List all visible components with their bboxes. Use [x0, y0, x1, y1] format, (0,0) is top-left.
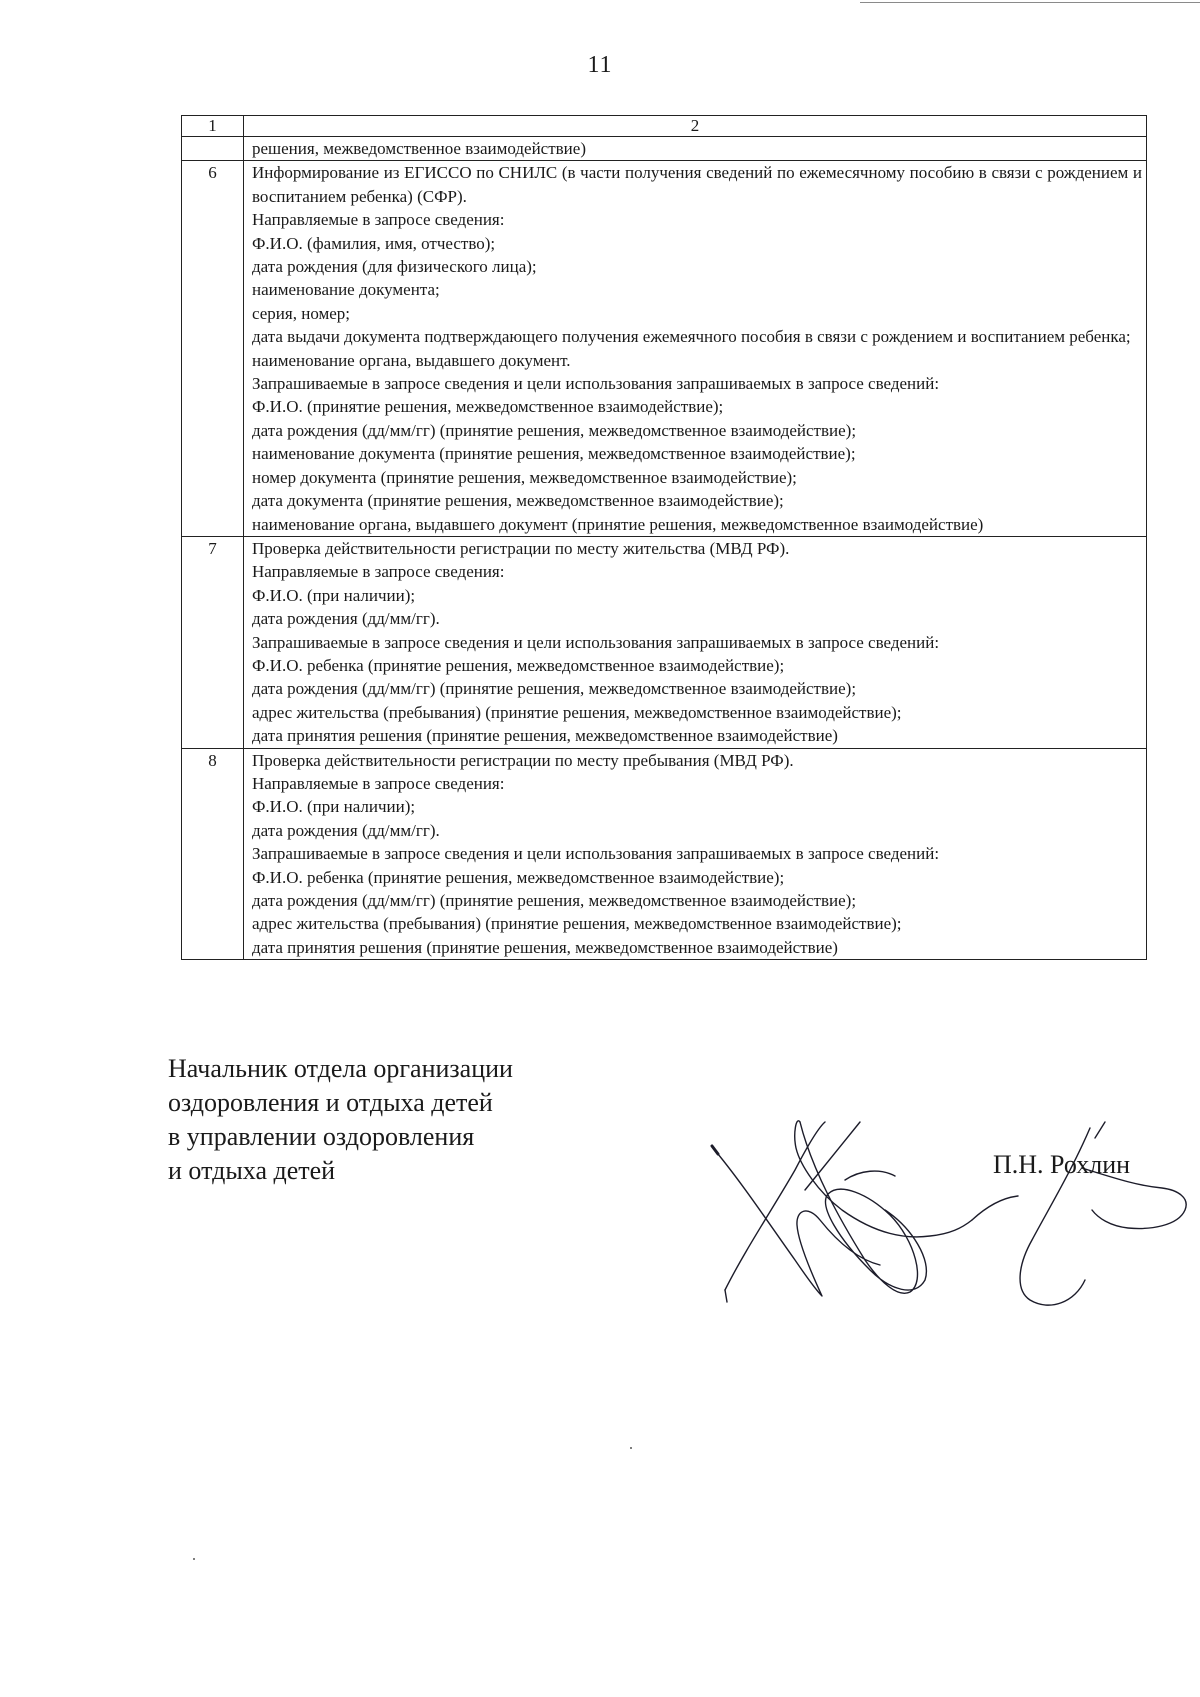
row-text-line: Запрашиваемые в запросе сведения и цели использования запрашиваемых в запросе сведений:: [252, 374, 940, 394]
row-number-empty: [182, 137, 244, 161]
signatory-title-line: Начальник отдела организации: [168, 1054, 513, 1083]
row-text-line: наименование документа;: [252, 280, 440, 300]
row-text-line: наименование органа, выдавшего документ.: [252, 350, 571, 370]
row-text-line: дата рождения (дд/мм/гг).: [252, 609, 440, 629]
row-content: [244, 137, 1147, 161]
row-text-line: наименование органа, выдавшего документ (принятие решения, межведомственное взаимодействие): [252, 514, 984, 534]
row-text-line: дата выдачи документа подтверждающего получения ежемеячного пособия в связи с рождением и воспитанием ребенка;: [252, 327, 1131, 347]
row-text-line: Информирование из ЕГИССО по СНИЛС (в части получения сведений по ежемесячному пособию в связи с рождением и воспитанием ребенка) (СФР).: [252, 163, 1142, 206]
row-text-line: адрес жительства (пребывания) (принятие решения, межведомственное взаимодействие);: [252, 702, 902, 722]
page-number: 11: [587, 52, 613, 78]
row-text-line: Запрашиваемые в запросе сведения и цели использования запрашиваемых в запросе сведений:: [252, 844, 940, 864]
scan-edge-line: [860, 2, 1200, 3]
table-row-7: [182, 536, 1147, 748]
scan-speck: [193, 1558, 195, 1560]
row-text-line: дата рождения (дд/мм/гг) (принятие решения, межведомственное взаимодействие);: [252, 679, 857, 699]
row-content: [244, 536, 1147, 748]
signatory-title-line: в управлении оздоровления: [168, 1122, 475, 1151]
table-row-8: [182, 748, 1147, 960]
row-text-line: дата документа (принятие решения, межведомственное взаимодействие);: [252, 491, 784, 511]
row-number: 6: [182, 161, 244, 537]
signatory-title-line: и отдыха детей: [168, 1156, 336, 1185]
scan-speck: [630, 1447, 632, 1449]
signatory-name: П.Н. Рохлин: [993, 1150, 1131, 1179]
row-text-line: адрес жительства (пребывания) (принятие решения, межведомственное взаимодействие);: [252, 914, 902, 934]
signatory-title: [168, 1052, 513, 1188]
row-text-line: Проверка действительности регистрации по месту жительства (МВД РФ).: [252, 538, 790, 558]
table-header-row: [182, 116, 1147, 137]
table-row-6: [182, 161, 1147, 537]
header-col-2: 2: [244, 116, 1147, 137]
row-text-line: Направляемые в запросе сведения:: [252, 773, 505, 793]
row-text-line: Направляемые в запросе сведения:: [252, 562, 505, 582]
row-text-line: Ф.И.О. (при наличии);: [252, 585, 416, 605]
row-text-line: номер документа (принятие решения, межведомственное взаимодействие);: [252, 467, 797, 487]
row-text-line: дата принятия решения (принятие решения, межведомственное взаимодействие): [252, 937, 838, 957]
table-row-continuation: [182, 137, 1147, 161]
row-text-line: дата рождения (дд/мм/гг) (принятие решения, межведомственное взаимодействие);: [252, 420, 857, 440]
row-content: [244, 161, 1147, 537]
requests-table: [181, 115, 1147, 960]
header-col-1: 1: [182, 116, 244, 137]
row-text-line: серия, номер;: [252, 303, 351, 323]
row-text-line: решения, межведомственное взаимодействие): [252, 139, 586, 158]
row-number: 7: [182, 536, 244, 748]
row-text-line: Запрашиваемые в запросе сведения и цели использования запрашиваемых в запросе сведений:: [252, 632, 940, 652]
row-text-line: Направляемые в запросе сведения:: [252, 210, 505, 230]
row-number: 8: [182, 748, 244, 960]
row-text-line: Ф.И.О. (при наличии);: [252, 797, 416, 817]
row-text-line: Ф.И.О. ребенка (принятие решения, межведомственное взаимодействие);: [252, 867, 785, 887]
row-text-line: Ф.И.О. (принятие решения, межведомственное взаимодействие);: [252, 397, 724, 417]
row-text-line: дата рождения (дд/мм/гг).: [252, 820, 440, 840]
row-text-line: дата рождения (для физического лица);: [252, 257, 537, 277]
signatory-title-line: оздоровления и отдыха детей: [168, 1088, 493, 1117]
row-text-line: дата рождения (дд/мм/гг) (принятие решения, межведомственное взаимодействие);: [252, 891, 857, 910]
handwritten-signature: [700, 1110, 1200, 1350]
row-content: [244, 748, 1147, 960]
row-text-line: Проверка действительности регистрации по месту пребывания (МВД РФ).: [252, 750, 794, 770]
row-text-line: Ф.И.О. ребенка (принятие решения, межведомственное взаимодействие);: [252, 655, 785, 675]
row-text-line: наименование документа (принятие решения, межведомственное взаимодействие);: [252, 444, 856, 464]
row-text-line: Ф.И.О. (фамилия, имя, отчество);: [252, 233, 496, 253]
row-text-line: дата принятия решения (принятие решения, межведомственное взаимодействие): [252, 726, 838, 746]
